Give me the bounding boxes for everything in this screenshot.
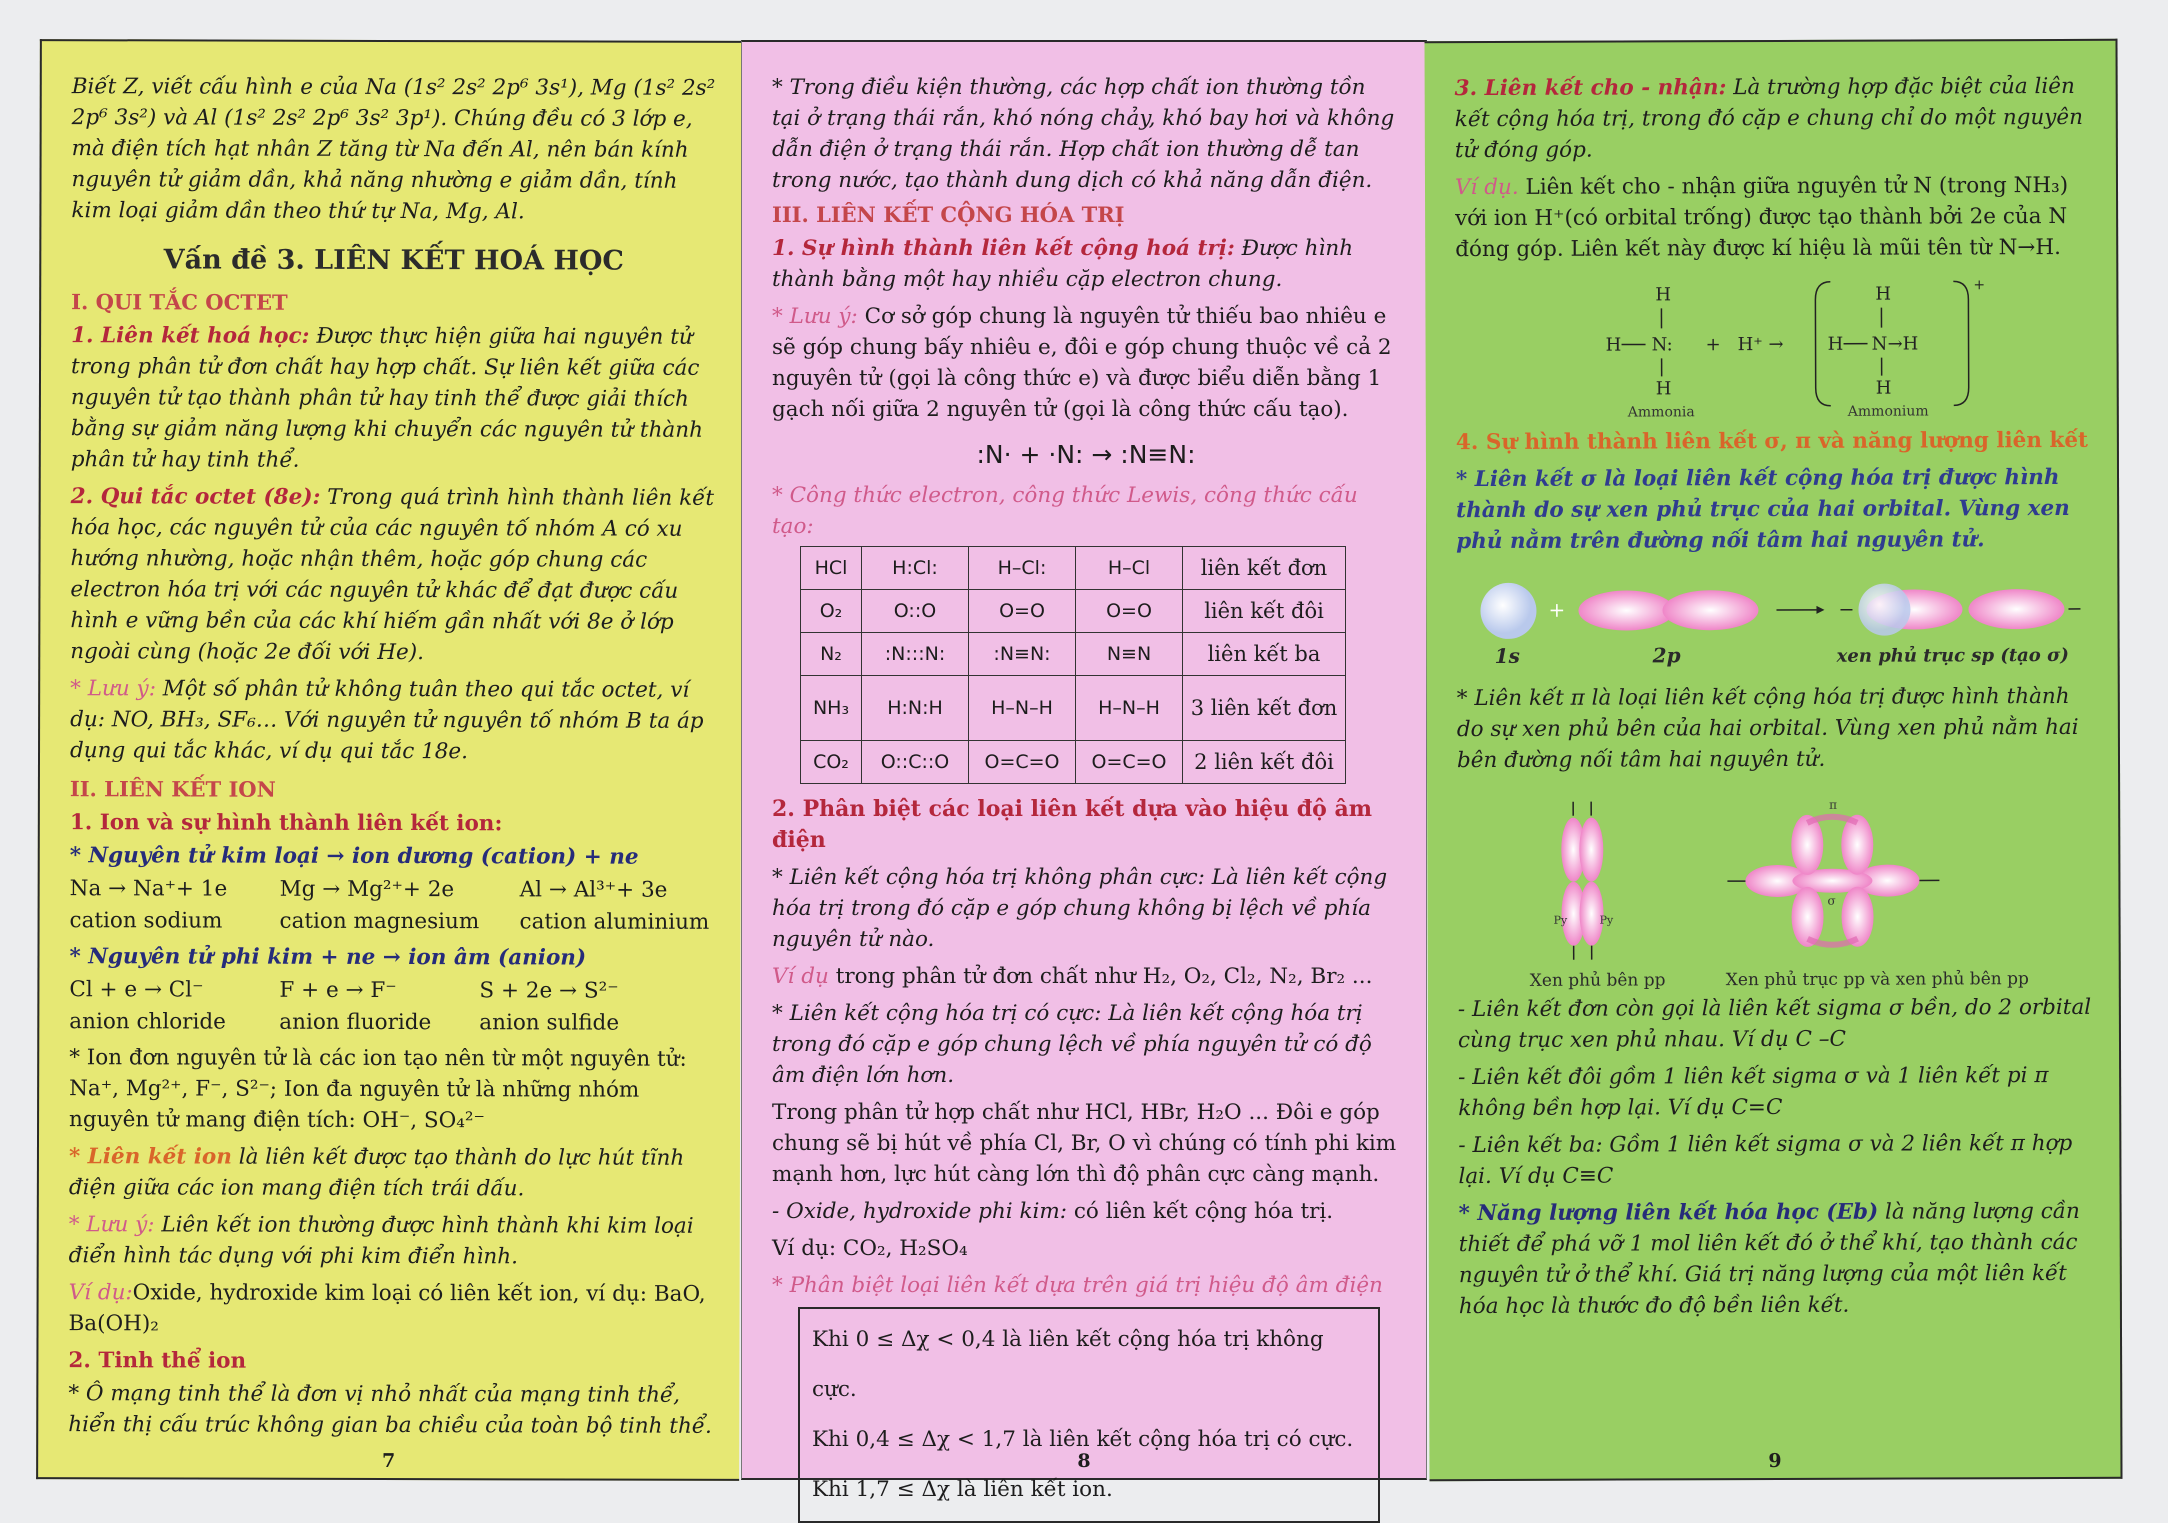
cell: O=O [969,590,1076,633]
atom-h: →H [1888,333,1919,354]
cell: :N:::N: [862,633,969,676]
cell: O=C=O [1076,741,1183,784]
cation-eq: Al → Al³⁺+ 3e [520,874,668,906]
chem-bond-heading: 1. Liên kết hoá học: [71,323,309,349]
cation-name: cation magnesium [280,906,520,939]
cation-equations [70,873,715,907]
example-text: Oxide, hydroxide kim loại có liên kết ion, ví dụ: BaO, Ba(OH)₂ [68,1280,705,1336]
chem-bond-text: Được thực hiện giữa hai nguyên tử trong phân tử đơn chất hay hợp chất. Sự liên kết giữa các nguyên tử tạo thành phân tử hay tinh thể được giải thích bằng sự giảm năng lượng khi chuyển các nguyên tử thành phân tử hay tinh thể. [71,324,703,473]
cell: H–N–H [969,676,1076,741]
atom-h: H [1655,284,1671,305]
cation-name: cation sodium [70,905,280,938]
ammonia-label: Ammonia [1627,404,1695,420]
anion-equations [69,974,714,1008]
covalent-formation-text: Được hình thành bằng một hay nhiều cặp electron chung. [772,236,1353,292]
cell: N₂ [801,633,862,676]
atom-h: H [1876,378,1892,399]
page-number: 9 [1429,1449,2120,1473]
p-orbital-lobe [1578,590,1674,630]
table-row [801,676,1346,741]
sigma-overlap-diagram [1456,563,2096,675]
cell: O=O [1076,590,1183,633]
ion-formation-heading: 1. Ion và sự hình thành liên kết ion: [70,807,715,840]
pi-symbol: π [1829,798,1837,812]
cell: O::C::O [862,741,969,784]
table-row [801,547,1346,590]
mono-poly-ions: * Ion đơn nguyên tử là các ion tạo nên từ một nguyên tử: Na⁺, Mg²⁺, F⁻, S²⁻; Ion đa nguyên tử là những nhóm nguyên tử mang điện tích: OH⁻, SO₄²⁻ [69,1042,714,1137]
nonpolar-text: * Liên kết cộng hóa trị không phân cực: Là liên kết cộng hóa trị trong đó cặp e góp chung không bị lệch về phía nguyên tử nào. [772,862,1400,955]
cell: CO₂ [801,741,862,784]
coordinate-bond-heading: 3. Liên kết cho - nhận: [1455,75,1727,101]
oxide-heading: - Oxide, hydroxide phi kim: [772,1199,1067,1224]
note2-text: Liên kết ion thường được hình thành khi kim loại điển hình tác dụng với phi kim điển hình. [69,1212,694,1269]
coordinate-bond-text: Là trường hợp đặc biệt của liên kết cộng hóa trị, trong đó cặp e chung chỉ do một nguyên tử đóng góp. [1455,74,2083,163]
table-row [801,741,1346,784]
plus-sign: + [1706,334,1721,355]
table-row [801,590,1346,633]
p-orbital-lobe [1662,590,1758,630]
py-label: Py [1554,914,1568,927]
covalent-note-text: Cơ sở góp chung là nguyên tử thiếu bao nhiêu e sẽ góp chung bấy nhiêu e, đôi e góp chung thuộc về cả 2 nguyên tử (gọi là công thức e) và được biểu diễn bằng 1 gạch nối giữa 2 nguyên tử (gọi là công thức cấu tạo). [772,304,1392,422]
ionic-bond-heading: * Liên kết ion [69,1144,232,1169]
box-line: Khi 0,4 ≤ Δχ < 1,7 là liên kết cộng hóa trị có cực. [812,1415,1366,1465]
cell: O::O [862,590,969,633]
cell: H:N:H [862,676,969,741]
pi-text: * Liên kết π là loại liên kết cộng hóa trị được hình thành do sự xen phủ bên của hai orbital. Vùng xen phủ nằm hai bên đường nối tâm hai nguyên tử. [1457,681,2092,776]
octet-rule-text: Trong quá trình hình thành liên kết hóa học, các nguyên tử của các nguyên tố nhóm A có xu hướng nhường, hoặc nhận thêm, hoặc góp chung các electron hóa trị với các nguyên tử khác để đạt được cấu hình e vững bền của các khí hiếm gần nhất với 8e ở lớp ngoài cùng (hoặc 2e đối với He). [70,485,714,665]
atom-n: N: [1652,334,1673,355]
cell: H–N–H [1076,676,1183,741]
cell: liên kết ba [1183,633,1346,676]
n2-equation: :N· + ·N: → :N≡N: [772,439,1400,470]
ammonium-diagram [1455,269,2096,421]
polar-text: * Liên kết cộng hóa trị có cực: Là liên kết cộng hóa trị trong đó cặp e góp chung lệch về phía nguyên tử có độ âm điện lớn hơn. [772,998,1400,1091]
covalent-formation-heading: 1. Sự hình thành liên kết cộng hoá trị: [772,236,1235,261]
s-orbital [1858,584,1910,636]
cell: 2 liên kết đôi [1183,741,1346,784]
arrow-icon [1816,606,1824,614]
p-orbital-lobe [1968,589,2064,629]
cell: H–Cl [1076,547,1183,590]
pi-overlap-diagram [1457,780,2098,992]
ammonium-label: Ammonium [1847,403,1929,419]
cation-names [70,905,715,939]
example-text: Liên kết cho - nhận giữa nguyên tử N (trong NH₃) với ion H⁺(có orbital trống) được tạo thành bởi 2e của N đóng góp. Liên kết này được kí hiệu là mũi tên từ N→H. [1455,173,2068,262]
charge-plus: + [1973,277,1985,293]
ionic-bond-text: là liên kết được tạo thành do lực hút tĩnh điện giữa các ion mang điện tích trái dấu. [69,1145,684,1202]
ion-crystal-text: * Ô mạng tinh thể là đơn vị nhỏ nhất của mạng tinh thể, hiển thị cấu trúc không gian ba chiều của toàn bộ tinh thể. [68,1378,713,1442]
chapter-title: Vấn đề 3. LIÊN KẾT HOÁ HỌC [71,244,716,277]
page-number: 7 [38,1449,739,1473]
cation-eq: Mg → Mg²⁺+ 2e [280,874,520,907]
section-ion-heading: II. LIÊN KẾT ION [70,776,715,803]
table-row [801,633,1346,676]
polar-example: Trong phân tử hợp chất như HCl, HBr, H₂O ... Đôi e góp chung sẽ bị hút về phía Cl, Br, O vì chúng có tính phi kim mạnh hơn, lực hút càng lớn thì độ phân cực càng mạnh. [772,1097,1400,1190]
sigma-pi-heading: 4. Sự hình thành liên kết σ, π và năng lượng liên kết [1456,425,2091,458]
metal-to-cation: * Nguyên tử kim loại → ion dương (cation) + ne [70,840,715,873]
cell: H:Cl: [862,547,969,590]
p-orbital-lobe [1841,815,1873,875]
single-bond-text: - Liên kết đơn còn gọi là liên kết sigma σ bền, do 2 orbital cùng trục xen phủ nhau. Ví dụ C –C [1458,992,2093,1056]
covalent-note-heading: * Lưu ý: [772,304,858,329]
lewis-intro: * Công thức electron, công thức Lewis, công thức cấu tạo: [772,480,1400,542]
label-sp-overlap: xen phủ trục sp (tạo σ) [1836,644,2069,667]
label-axial-side-overlap: Xen phủ trục pp và xen phủ bên pp [1726,969,2029,990]
plus-sign: + [1548,598,1565,622]
anion-names [69,1006,714,1040]
h-ion-label: H⁺ → [1738,334,1784,355]
cation-eq: Na → Na⁺+ 1e [70,873,280,906]
cell: HCl [801,547,862,590]
section-covalent-heading: III. LIÊN KẾT CỘNG HÓA TRỊ [772,202,1400,227]
p-orbital-lobe [1791,815,1823,875]
cell: NH₃ [801,676,862,741]
anion-name: anion fluoride [279,1007,479,1040]
cell: 3 liên kết đơn [1183,676,1346,741]
electronegativity-heading: 2. Phân biệt các loại liên kết dựa vào hiệu độ âm điện [772,794,1400,856]
atom-h: H [1875,284,1891,305]
anion-name: anion sulfide [479,1007,619,1039]
oxide-text: có liên kết cộng hóa trị. [1067,1199,1333,1224]
box-line: Khi 0 ≤ Δχ < 0,4 là liên kết cộng hóa trị không cực. [812,1315,1366,1415]
lewis-table [800,546,1346,784]
electronegativity-box [798,1307,1380,1523]
box-line: Khi 1,7 ≤ Δχ là liên kết ion. [812,1465,1366,1515]
py-label: Py [1600,914,1614,927]
p-orbital-lobe [1579,818,1603,882]
cation-name: cation aluminium [520,906,710,938]
cell: liên kết đơn [1183,547,1346,590]
cell: H–Cl: [969,547,1076,590]
note-text: Một số phân tử không tuân theo qui tắc octet, ví dụ: NO, BH₃, SF₆… Với nguyên tử nguyên tố nhóm B ta áp dụng qui tắc khác, ví dụ qui tắc 18e. [70,676,704,764]
octet-rule-heading: 2. Qui tắc octet (8e): [71,484,321,510]
cell: O=C=O [969,741,1076,784]
label-1s: 1s [1495,644,1520,668]
sigma-text: * Liên kết σ là loại liên kết cộng hóa trị được hình thành do sự xen phủ trục của hai orbital. Vùng xen phủ nằm trên đường nối tâm hai nguyên tử. [1456,462,2091,557]
intro-text: Biết Z, viết cấu hình e của Na (1s² 2s² 2p⁶ 3s¹), Mg (1s² 2s² 2p⁶ 3s²) và Al (1s² 2s² 2p⁶ 3s² 3p¹). Chúng đều có 3 lớp e, mà điện tích hạt nhân Z tăng từ Na đến Al, nên bán kính nguyên tử giảm dần, khả năng nhường e giảm dần, tính kim loại giảm dần theo thứ tự Na, Mg, Al. [71,71,716,228]
cell: O₂ [801,590,862,633]
page-number: 8 [742,1450,1426,1472]
page-9-panel [1424,39,2122,1481]
note-heading: * Lưu ý: [70,676,156,701]
example-heading: Ví dụ [772,964,829,989]
note2-heading: * Lưu ý: [69,1212,155,1237]
classify-intro: * Phân biệt loại liên kết dựa trên giá trị hiệu độ âm điện [772,1270,1400,1301]
s-orbital [1480,583,1536,639]
ionic-props-text: * Trong điều kiện thường, các hợp chất ion thường tồn tại ở trạng thái rắn, khó nóng chảy, khó bay hơi và không dẫn điện ở trạng thái rắn. Hợp chất ion thường dễ tan trong nước, tạo thành dung dịch có khả năng dẫn điện. [772,72,1400,196]
cell: :N≡N: [969,633,1076,676]
bond-energy-text: là năng lượng cần thiết để phá vỡ 1 mol liên kết đó ở thể khí, tạo thành các nguyên tử ở thể khí. Giá trị năng lượng của một liên kết hóa học là thước đo độ bền liên kết. [1459,1199,2080,1319]
cell: N≡N [1076,633,1183,676]
label-side-overlap: Xen phủ bên pp [1530,970,1666,990]
atom-h: H [1656,378,1672,399]
anion-eq: S + 2e → S²⁻ [479,975,618,1007]
nonmetal-to-anion: * Nguyên tử phi kim + ne → ion âm (anion) [69,941,714,974]
p-orbital-lobe [1841,887,1873,947]
section-octet-heading: I. QUI TẮC OCTET [71,289,716,316]
bond-energy-heading: * Năng lượng liên kết hóa học (Eb) [1459,1200,1879,1226]
example-text: trong phân tử đơn chất như H₂, O₂, Cl₂, N₂, Br₂ ... [829,964,1373,989]
page-8-panel [741,40,1427,1480]
anion-eq: F + e → F⁻ [279,975,479,1008]
example-co2: Ví dụ: CO₂, H₂SO₄ [772,1233,1400,1264]
label-2p: 2p [1652,643,1681,667]
sigma-symbol: σ [1827,894,1835,908]
p-orbital-lobe [1791,887,1823,947]
example-heading: Ví dụ: [69,1280,133,1305]
ion-crystal-heading: 2. Tinh thể ion [68,1345,713,1378]
atom-n: N [1872,334,1888,355]
double-bond-text: - Liên kết đôi gồm 1 liên kết sigma σ và 1 liên kết pi π không bền hợp lại. Ví dụ C=C [1458,1060,2093,1124]
triple-bond-text: - Liên kết ba: Gồm 1 liên kết sigma σ và 2 liên kết π hợp lại. Ví dụ C≡C [1458,1128,2093,1192]
page-7-panel [36,39,743,1481]
example-heading: Ví dụ. [1455,175,1519,200]
atom-h: H [1606,335,1622,356]
anion-name: anion chloride [69,1006,279,1039]
cell: liên kết đôi [1183,590,1346,633]
anion-eq: Cl + e → Cl⁻ [69,974,279,1007]
atom-h: H [1828,334,1844,355]
